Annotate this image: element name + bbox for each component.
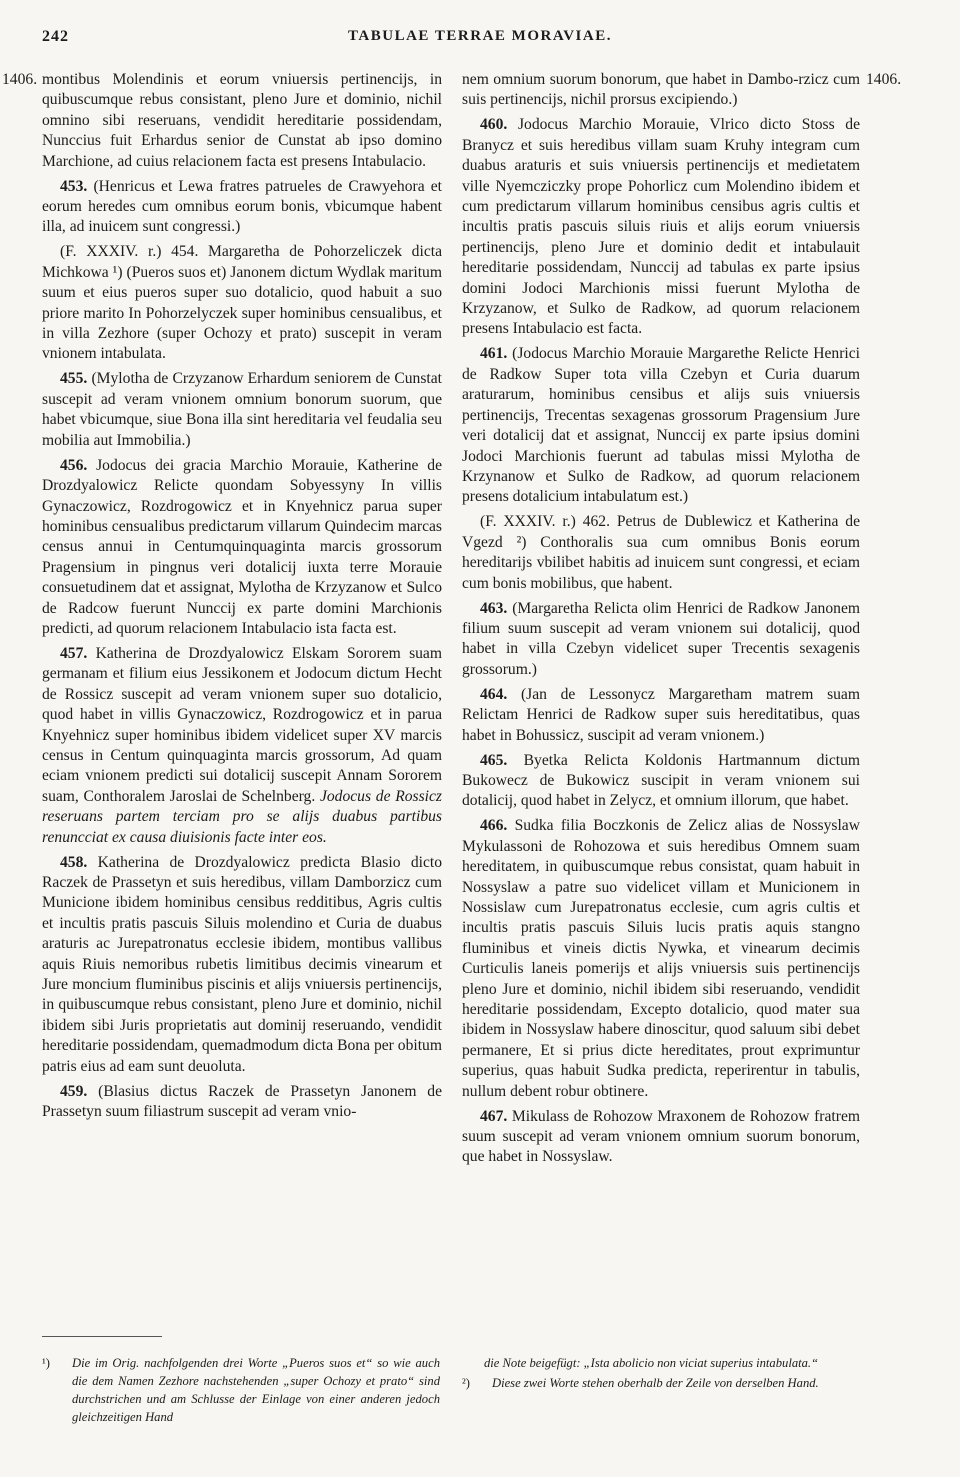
footnote-text: Diese zwei Worte stehen oberhalb der Zeile von derselben Hand.: [492, 1376, 819, 1390]
entry-number: 458.: [60, 853, 88, 871]
footnote-1: [42, 1354, 440, 1426]
entry-number: 459.: [60, 1082, 88, 1100]
entry-paragraph: [462, 1107, 860, 1168]
entry-text: nem omnium suorum bonorum, que habet in Dambo-rzicz cum suis pertinencijs, nichil prorsus excipiendo.): [462, 71, 860, 109]
page-header: [0, 28, 960, 52]
footnote-text: Die im Orig. nachfolgenden drei Worte „Pueros suos et“ so wie auch die dem Namen Zezhore nachstehenden „super Ochozy et prato“ sind durchstrichen und am Schlusse der Einlage von einer anderen jedoch gleichzeitigen Hand: [72, 1356, 440, 1424]
entry-paragraph: [42, 644, 442, 848]
entry-paragraph: [462, 70, 860, 111]
entry-number: 465.: [480, 751, 508, 769]
entry-text: Jodocus dei gracia Marchio Morauie, Katherine de Drozdyalowicz Relicte quondam Sobyessyny In villis Gynaczowicz, Rozdrogowicz et in Knyehnicz parua super hominibus censualibus predictarum villarum Quindecim marcas census annui in Centumquinquaginta marcis grossorum Pragensium in pingnus veri dotalicij iuxta terre Morauie consuetudinem dat et assignat, Mylotha de Krzyzanow et Sulco de Radcow fuerunt Nunccij ex parte domini Marchionis predicti, ad quorum relacionem Intabulacio ista facta est.: [42, 456, 442, 637]
entry-text: Katherina de Drozdyalowicz predicta Blasio dicto Raczek de Prassetyn et suis heredibus, villam Damborzicz cum Municione ibidem hominibus censibus redditibus, Agris cultis et incultis pratis pascuis Siluis molendino et Curia de duabus araturis ac Jurepatronatus ecclesie ibidem, montibus vallibus aquis Riuis nemoribus rubetis limitibus decimis vinearum et Jure moncium fluminibus piscinis et alijs vniuersis pertinencijs, in quibuscumque rebus consistant, pleno Jure et dominio, nichil ibidem sibi Juris proprietatis aut dominij reseruando, vendidit hereditarie possidendam, quemadmodum dicta Bona per obitum patris eius ad eam sunt deuoluta.: [42, 853, 443, 1075]
entry-italic-note: Jodocus de Rossicz reseruans partem terciam pro se alijs duabus partibus renuncciat ex causa diuisionis facte inter eos.: [42, 787, 442, 846]
entry-paragraph: [462, 115, 860, 339]
entry-text: Katherina de Drozdyalowicz Elskam Sororem suam germanam et filium eius Jessikonem et Jodocum dictum Hecht de Rossicz suscepit ad veram vnionem super suo dotalicio, quod habet in villis Gynaczowicz, Rozdrogowicz et in parua Knyehnicz super hominibus ibidem videlicet super XV marcis census in Centum quinquaginta marcis grossorum, Ad quam eciam vnionem predicti sui dotalicij suscepit Annam Sororem suam, Conthoralem Jaroslai de Schelnberg.: [42, 644, 442, 805]
entry-text: (F. XXXIV. r.) 454. Margaretha de Pohorzeliczek dicta Michkowa ¹) (Pueros suos et) Janonem dictum Wydlak maritum suum et eius pueros super suo dotalicio, quod habuit a suo priore marito In Pohorzelyczek super hominibus censualibus, et in villa Zezhore (super Ochozy et prato) suscepit in veram vnionem intabulata.: [42, 243, 442, 363]
entry-text: (Blasius dictus Raczek de Prassetyn Janonem de Prassetyn suum filiastrum suscepit ad veram vnio-: [42, 1082, 442, 1121]
footnote-1-continued: die Note beigefügt: „Ista abolicio non viciat superius intabulata.“: [484, 1356, 819, 1370]
entry-paragraph: [42, 177, 442, 238]
entry-paragraph: [462, 685, 860, 746]
footnotes-right: [462, 1354, 860, 1394]
entry-number: 461.: [480, 345, 508, 363]
entry-number: 460.: [480, 116, 508, 134]
entry-paragraph: [462, 344, 860, 507]
entry-paragraph: [42, 242, 442, 364]
right-column: [462, 70, 860, 1172]
entry-text: montibus Molendinis et eorum vniuersis pertinencijs, in quibuscumque rebus consistant, pleno Jure et dominio, nichil omnino sibi reseruans, vendidit hereditarie possidendam, Nunccius fuit Erhardus senior de Cunstat ab ipso domino Marchione, ad cuius relacionem facta est presens Intabulacio.: [42, 71, 442, 170]
entry-paragraph: [42, 1082, 442, 1123]
margin-year-left: 1406.: [2, 71, 38, 88]
entry-number: 456.: [60, 456, 88, 474]
entry-text: Sudka filia Boczkonis de Zelicz alias de Nossyslaw Mykulassoni de Rohozowa et suis heredibus Omnem suam hereditatem, in quibuscumque rebus consistat, quam habuit in Nossyslaw a patre suo videlicet villam et Municionem in Nossislaw cum Jurepatronatus ecclesie, cum agris cultis et incultis pratis pascuis Siluis lucis pratis aquis stangno fluminibus et vineis dictis Nywka, et vinearum decimis Curticulis laneis pomerijs et alijs vniuersis suis pertinencijs pleno Jure et dominio, nichil ibidem sibi reseruando, vendidit hereditarie possidendam, Excepto dotalicio, quod mater sua ibidem in Nossyslaw habere dinoscitur, quod saluum sibi debet permanere, Et si prius dicte hereditates, prout exprimuntur superius, quas habuit Sudka predicta, reperirentur in tabulis, nullum debent robur obtinere.: [462, 817, 860, 1100]
entry-text: (Jodocus Marchio Morauie Margarethe Relicte Henrici de Radkow Super tota villa Czebyn et Curia duarum araturarum, hominibus censibus et alijs suis vniuersis pertinencijs, Trecentas sexagenas grossorum Pragensium Jure veri dotalicij dat et assignat, Nunccij ex parte ipsius domini Jodoci Marchionis fuerunt ad tabulas missi Mylotha de Krzynanow et Sulko de Radkow, ad quorum relacionem presens dotalicium intabulatum est.): [462, 345, 860, 506]
entry-paragraph: [42, 853, 442, 1077]
entry-number: 463.: [480, 599, 508, 617]
entry-number: 466.: [480, 817, 508, 835]
footnote-rule: [42, 1336, 162, 1337]
footnote-mark: ²): [462, 1376, 470, 1390]
entry-text: (F. XXXIV. r.) 462. Petrus de Dublewicz et Katherina de Vgezd ²) Conthoralis sua cum omnibus Bonis eorum hereditarijs vbilibet habitis ad inuicem sunt congressi, et eciam cum bonis mobilibus, que habent.: [462, 513, 860, 592]
entry-paragraph: [42, 70, 442, 172]
entry-number: 457.: [60, 644, 88, 662]
entry-number: 467.: [480, 1107, 508, 1125]
footnote-mark: ¹): [42, 1356, 50, 1370]
entry-paragraph: [42, 369, 442, 451]
entry-paragraph: [462, 599, 860, 681]
entry-text: (Henricus et Lewa fratres patrueles de Crawyehora et eorum heredes cum omnibus eorum bonis, vbicumque habent illa, ad inuicem sunt congressi.): [42, 177, 443, 236]
entry-paragraph: [42, 456, 442, 640]
footnotes-left: [42, 1354, 440, 1428]
running-title: TABULAE TERRAE MORAVIAE.: [348, 28, 612, 44]
entry-number: 464.: [480, 685, 508, 703]
footnote-2: [462, 1374, 860, 1392]
entry-number: 453.: [60, 177, 88, 195]
entry-text: (Jan de Lessonycz Margaretham matrem suam Relictam Henrici de Radkow super suis hereditatibus, quas habet in Bohussicz, suscipit ad veram vnionem.): [462, 685, 860, 744]
entry-paragraph: [462, 512, 860, 594]
entry-text: Byetka Relicta Koldonis Hartmannum dictum Bukowecz de Bukowicz suscipit in veram vnionem sui dotalicij, quod habet in Zelycz, et omnium illorum, que habet.: [462, 751, 860, 810]
entry-number: 455.: [60, 370, 88, 388]
left-column: [42, 70, 442, 1127]
page-number: 242: [42, 28, 69, 45]
entry-text: Mikulass de Rohozow Mraxonem de Rohozow fratrem suum suscepit ad veram vnionem omnium suorum bonorum, que habet in Nossyslaw.: [462, 1107, 860, 1166]
entry-text: (Mylotha de Crzyzanow Erhardum seniorem de Cunstat suscepit ad veram vnionem omnium bonorum suorum, que habet vbicumque, siue Bona illa sint hereditaria vel feudalia seu mobilia aut Immobilia.): [42, 370, 442, 449]
entry-text: Jodocus Marchio Morauie, Vlrico dicto Stoss de Branycz et suis heredibus villam suam Kruhy integram cum duabus araturis et suis vniuersis pertinencijs et medietatem ville Nyemcziczky prope Pohorlicz cum Molendino ibidem et cum predictarum villarum hominibus censibus agris cultis et incultis pratis pascuis siluis riuis et alijs eorum vniuersis pertinencijs, pleno Jure et dominio dedit et intabulauit hereditarie possidendam, Nunccij ad tabulas ex parte ipsius domini Jodoci Marchionis missi fuerunt Mylotha de Krzyzanow, et Sulko de Radkow, ad quorum relacionem presens Intabulacio est facta.: [462, 116, 860, 338]
margin-year-right: 1406.: [866, 71, 902, 88]
entry-paragraph: [462, 751, 860, 812]
entry-text: (Margaretha Relicta olim Henrici de Radkow Janonem filium suum suscepit ad veram vnionem sui dotalicij, quod habet in villa Czebyn videlicet super Trecentis sexagenis grossorum.): [462, 599, 860, 678]
entry-paragraph: [462, 816, 860, 1102]
